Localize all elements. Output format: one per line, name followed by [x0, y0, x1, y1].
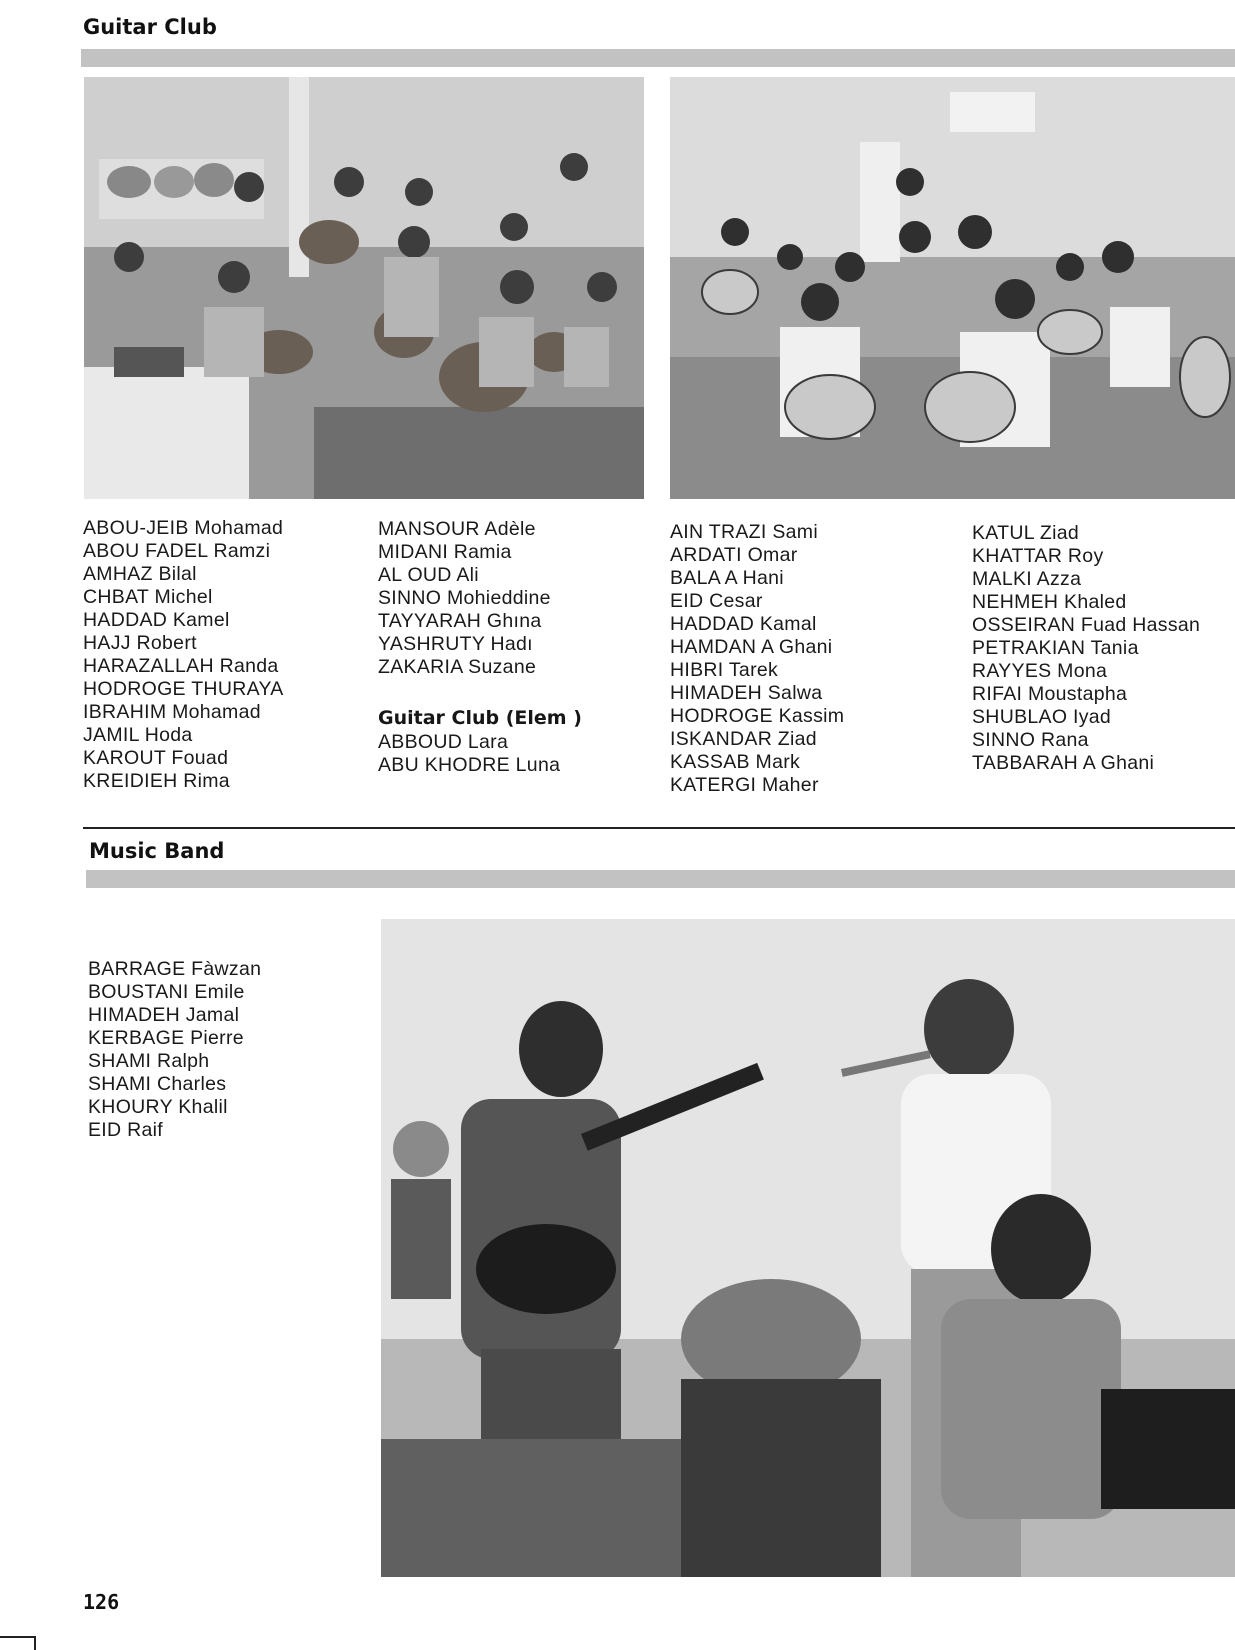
member-name: EID Raif: [88, 1119, 164, 1141]
member-name: PETRAKIAN Tania: [972, 637, 1139, 659]
member-name: KATERGI Maher: [670, 774, 819, 796]
member-name: ABOU FADEL Ramzi: [83, 540, 271, 562]
member-name: CHBAT Michel: [83, 586, 213, 608]
member-name: BALA A Hani: [670, 567, 784, 589]
guitar-club-title: Guitar Club: [83, 15, 217, 39]
member-name: AL OUD Ali: [378, 564, 479, 586]
guitar-club-names-col-2: [378, 518, 582, 679]
member-name: TAYYARAH Ghına: [378, 610, 542, 632]
member-name: KASSAB Mark: [670, 751, 801, 773]
member-name: KAROUT Fouad: [83, 747, 229, 769]
guitar-club-names-col-1: [83, 517, 284, 793]
guitar-club-elem-title: Guitar Club (Elem ): [378, 707, 582, 729]
music-band-photo: [381, 919, 1235, 1577]
member-name: KERBAGE Pierre: [88, 1027, 244, 1049]
guitar-club-photo-left: [84, 77, 644, 499]
section-divider: [83, 827, 1235, 829]
member-name: EID Cesar: [670, 590, 763, 612]
member-name: HARAZALLAH Randa: [83, 655, 279, 677]
member-name: RIFAI Moustapha: [972, 683, 1128, 705]
member-name: HAMDAN A Ghani: [670, 636, 833, 658]
member-name: ABU KHODRE Luna: [378, 754, 561, 776]
member-name: HAJJ Robert: [83, 632, 197, 654]
member-name: BARRAGE Fàwzan: [88, 958, 262, 980]
member-name: TABBARAH A Ghani: [972, 752, 1155, 774]
member-name: HODROGE Kassim: [670, 705, 845, 727]
member-name: IBRAHIM Mohamad: [83, 701, 261, 723]
guitar-club-names-col-3: [670, 521, 844, 797]
guitar-club-names-col-2-block: [378, 518, 582, 777]
member-name: MIDANI Ramia: [378, 541, 512, 563]
member-name: JAMIL Hoda: [83, 724, 193, 746]
guitar-club-photo-right: [670, 77, 1235, 499]
member-name: OSSEIRAN Fuad Hassan: [972, 614, 1201, 636]
member-name: KHOURY Khalil: [88, 1096, 228, 1118]
member-name: HADDAD Kamel: [83, 609, 230, 631]
member-name: NEHMEH Khaled: [972, 591, 1127, 613]
member-name: SINNO Mohieddine: [378, 587, 551, 609]
member-name: ISKANDAR Ziad: [670, 728, 817, 750]
member-name: MANSOUR Adèle: [378, 518, 536, 540]
member-name: ZAKARIA Suzane: [378, 656, 537, 678]
member-name: SINNO Rana: [972, 729, 1089, 751]
member-name: HADDAD Kamal: [670, 613, 817, 635]
member-name: AMHAZ Bilal: [83, 563, 197, 585]
member-name: SHUBLAO Iyad: [972, 706, 1112, 728]
member-name: KATUL Ziad: [972, 522, 1080, 544]
guitar-club-elem-names: [378, 731, 582, 777]
music-band-names: [88, 958, 261, 1142]
member-name: YASHRUTY Hadı: [378, 633, 533, 655]
member-name: AIN TRAZI Sami: [670, 521, 818, 543]
member-name: HIBRI Tarek: [670, 659, 779, 681]
member-name: HIMADEH Jamal: [88, 1004, 240, 1026]
member-name: HODROGE THURAYA: [83, 678, 284, 700]
member-name: KHATTAR Roy: [972, 545, 1104, 567]
member-name: BOUSTANI Emile: [88, 981, 245, 1003]
guitar-club-names-col-4: [972, 522, 1200, 775]
member-name: KREIDIEH Rima: [83, 770, 230, 792]
member-name: ARDATI Omar: [670, 544, 798, 566]
music-band-title: Music Band: [89, 839, 225, 863]
member-name: SHAMI Ralph: [88, 1050, 210, 1072]
member-name: RAYYES Mona: [972, 660, 1108, 682]
member-name: ABOU-JEIB Mohamad: [83, 517, 284, 539]
member-name: ABBOUD Lara: [378, 731, 509, 753]
guitar-club-header-band: [81, 49, 1235, 67]
music-band-header-band: [86, 870, 1235, 888]
page-number: 126: [83, 1590, 120, 1614]
member-name: HIMADEH Salwa: [670, 682, 823, 704]
member-name: MALKI Azza: [972, 568, 1082, 590]
member-name: SHAMI Charles: [88, 1073, 227, 1095]
